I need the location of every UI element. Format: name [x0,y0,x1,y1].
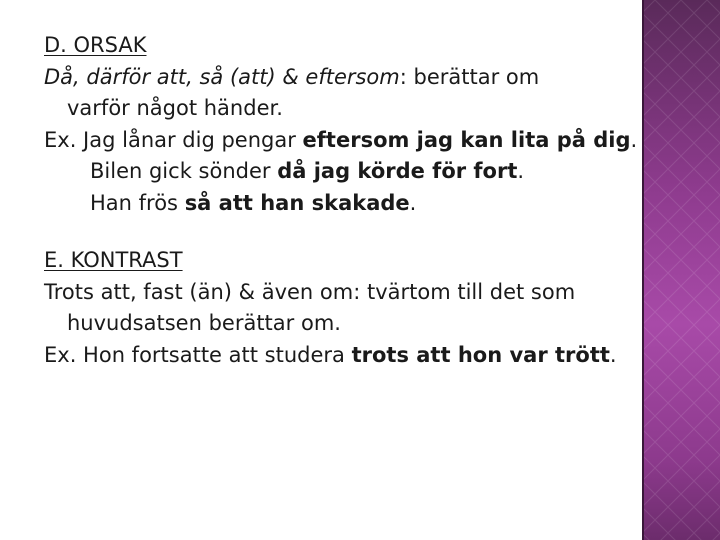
definition-kontrast-cont [44,308,654,340]
example-bold: då jag körde för fort [277,159,518,183]
decorative-side-bar [642,0,720,540]
definition-text: : berättar om [399,64,540,89]
example-bold: så att han skakade [184,190,410,215]
example-end: . [517,159,525,183]
definition-text-cont: varför något händer. [67,96,283,120]
example-bold: trots att hon var trött [351,342,610,367]
example-end: . [609,342,617,367]
example-plain: Han frös [90,190,185,215]
example-prefix: Ex. [44,342,77,367]
example-orsak-3 [44,188,654,220]
side-bar-edge [642,0,644,540]
section-orsak [44,30,654,219]
definition-text: Trots att, fast (än) & även om: tvärtom till det som [44,279,576,304]
example-kontrast-1 [44,340,654,372]
conjunctions-list: Då, därför att, så (att) & eftersom [44,64,400,89]
example-bold: eftersom jag kan lita på dig [302,127,631,152]
example-end: . [630,127,638,152]
section-heading-kontrast [44,245,654,277]
definition-text-cont: huvudsatsen berättar om. [67,311,341,335]
definition-orsak [44,62,654,94]
definition-orsak-cont [44,93,654,125]
example-orsak-2 [44,156,654,188]
example-plain: Bilen gick sönder [90,159,278,183]
slide-content [44,30,654,371]
section-heading-orsak [44,30,654,62]
example-orsak-1 [44,125,654,157]
definition-kontrast [44,277,654,309]
example-plain: Hon fortsatte att studera [76,342,352,367]
diamond-pattern [642,0,720,540]
heading-text: D. ORSAK [44,33,147,57]
section-kontrast [44,245,654,371]
heading-text: E. KONTRAST [44,248,183,272]
example-plain: Jag lånar dig pengar [76,127,303,152]
example-prefix: Ex. [44,127,77,152]
example-end: . [409,190,417,215]
